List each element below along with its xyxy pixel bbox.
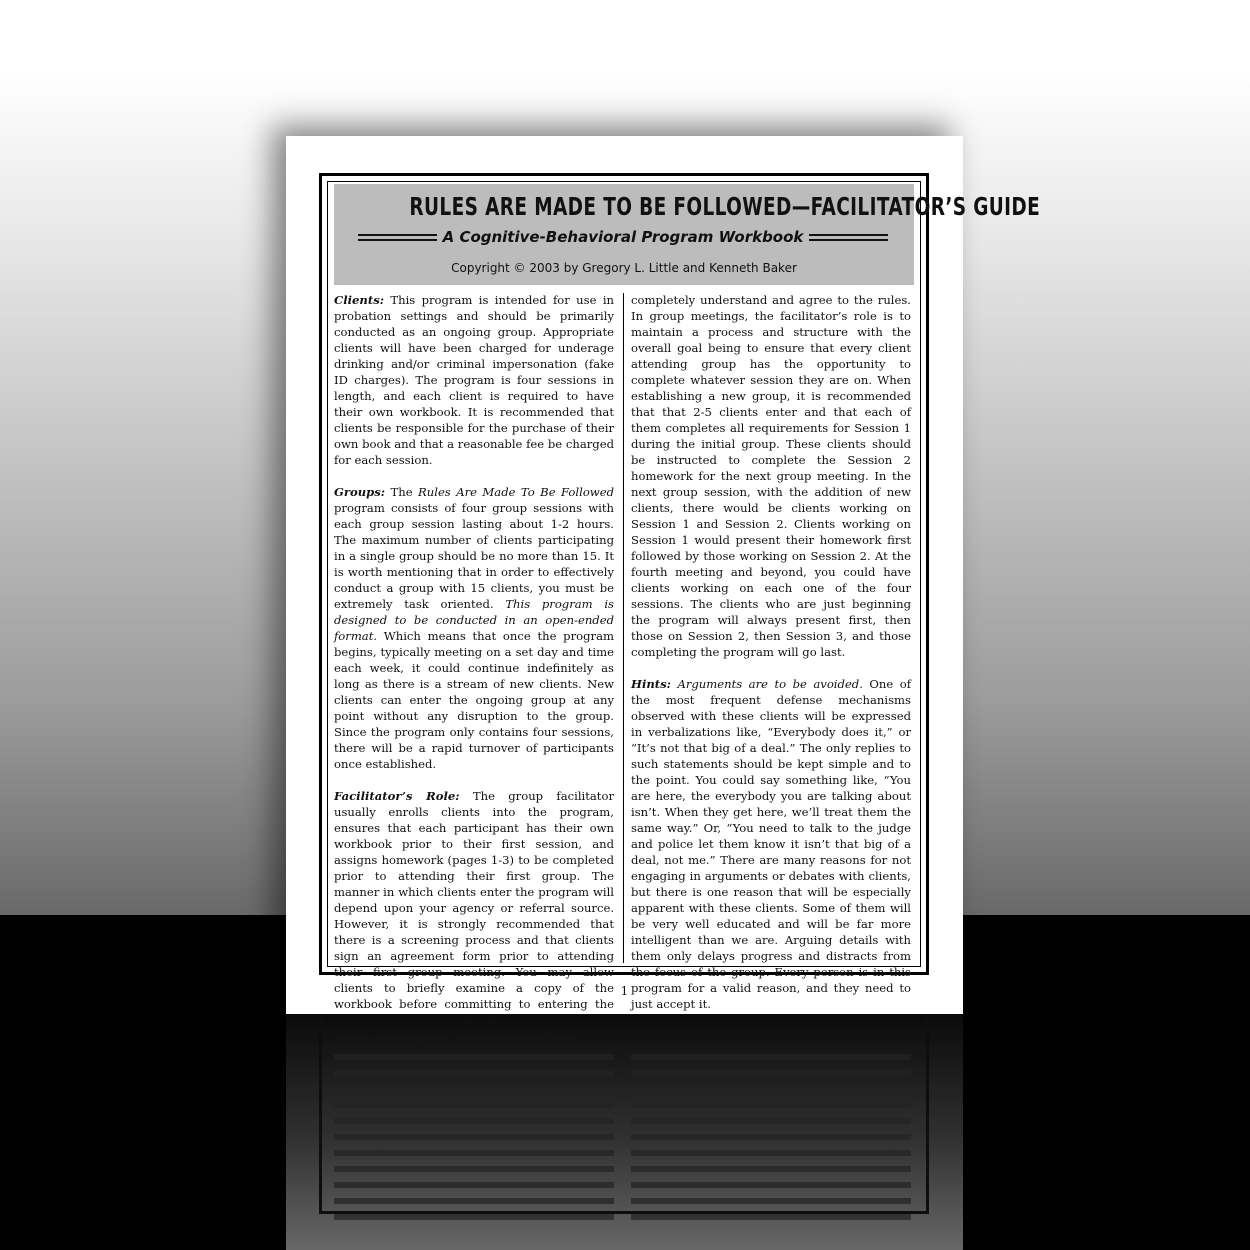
reflection-text-line	[334, 1182, 614, 1188]
reflection-text-line	[631, 1214, 911, 1220]
role-label: Facilitator’s Role:	[334, 789, 460, 803]
document-subtitle: A Cognitive-Behavioral Program Workbook	[442, 228, 804, 246]
reflection-text-line	[631, 1102, 911, 1108]
reflection-text-line	[334, 1054, 614, 1060]
role-text: The group facilitator usually enrolls clients into the program, ensures that each participant has their own workbook prior to their first session, and assigns homework (pages 1-3) to be completed prior to attending their first group. The manner in which clients enter the program will depend upon your agency or referral source. However, it is strongly recommended that there is a screening process and that clients sign an agreement form prior to attending their first group meeting. You may allow clients to briefly examine a copy of the workbook before committing to entering the	[334, 789, 614, 1011]
reflection-text-line	[334, 1102, 614, 1108]
subtitle-row	[358, 227, 888, 247]
title-banner	[334, 184, 1041, 285]
hints-paragraph	[631, 676, 911, 1012]
reflection-text-line	[631, 1182, 911, 1188]
reflection-text-line	[631, 1070, 911, 1076]
clients-paragraph	[334, 292, 614, 468]
decorative-rule-right	[809, 234, 888, 241]
decorative-rule-left	[358, 234, 437, 241]
reflection-text-line	[334, 1070, 614, 1076]
groups-text-b: program consists of four group sessions with each group session lasting about 1-2 hours. The maximum number of clients participating in a single group should be no more than 15. It is worth mentioning that in order to effectively conduct a group with 15 clients, you must be extremely task oriented.	[334, 501, 614, 611]
groups-text-a: The	[385, 485, 419, 499]
column-divider	[623, 293, 624, 963]
left-column	[334, 292, 614, 1060]
reflection-text-line	[334, 1166, 614, 1172]
reflection-text-line	[334, 1118, 614, 1124]
reflection-text-line	[631, 1086, 911, 1092]
hints-text: One of the most frequent defense mechanisms observed with these clients will be expressed in verbalizations like, “Everybody does it,” or “It’s not that big of a deal.” The only replies to such statements should be kept simple and to the point. You could say something like, “You are here, the everybody you are talking about isn’t. When they get here, we’ll treat them the same way.” Or, “You need to talk to the judge and police let them know it isn’t that big of a deal, not me.” There are many reasons for not engaging in arguments or debates with clients, but there is one reason that will be especially apparent with these clients. Some of them will be very well educated and will be far more intelligent than we are. Arguing details with them only delays progress and distracts from the focus of the group. Every person is in this program for a valid reason, and they need to just accept it.	[631, 677, 912, 1011]
reflection-text-line	[631, 1054, 911, 1060]
reflection-text-line	[631, 1118, 911, 1124]
reflection-text-line	[631, 1166, 911, 1172]
reflection-text-line	[334, 1198, 614, 1204]
reflection-text-line	[631, 1198, 911, 1204]
copyright-line: Copyright © 2003 by Gregory L. Little and Kenneth Baker	[451, 261, 797, 275]
groups-label: Groups:	[334, 485, 386, 499]
reflection-text-line	[334, 1086, 614, 1092]
clients-label: Clients:	[334, 293, 385, 307]
reflection-text-line	[334, 1150, 614, 1156]
clients-text: This program is intended for use in probation settings and should be primarily conducted as an ongoing group. Appropriate clients will have been charged for underage drinking and/or criminal impersonation (fake ID charges). The program is four sessions in length, and each client is required to have their own workbook. It is recommended that clients be responsible for the purchase of their own book and that a reasonable fee be charged for each session.	[334, 293, 614, 467]
page-reflection	[286, 1014, 963, 1250]
document-title: RULES ARE MADE TO BE FOLLOWED—FACILITATOR’S GUIDE	[409, 192, 1041, 221]
hints-label: Hints:	[631, 677, 671, 691]
reflection-content	[286, 1014, 963, 1250]
reflection-text-line	[631, 1150, 911, 1156]
document-page	[286, 136, 1041, 1014]
hints-italic: Arguments are to be avoided.	[670, 677, 863, 691]
page-number: 1	[620, 984, 629, 998]
reflection-text-line	[631, 1134, 911, 1140]
groups-text-c: Which means that once the program begins, typically meeting on a set day and time each week, it could continue indefinitely as long as there is a stream of new clients. New clients can enter the ongoing group at any point without any disruption to the group. Since the program only contains four sessions, there will be a rapid turnover of participants once established.	[334, 629, 614, 771]
role-paragraph	[334, 788, 614, 1044]
reflection-text-line	[334, 1214, 614, 1220]
right-column	[631, 292, 911, 1028]
groups-program-title: Rules Are Made To Be Followed	[418, 485, 614, 499]
reflection-text-line	[334, 1134, 614, 1140]
continued-paragraph: completely understand and agree to the rules. In group meetings, the facilitator’s role is to maintain a process and structure with the overall goal being to ensure that every client attending group has the opportunity to complete whatever session they are on. When establishing a new group, it is recommended that that 2-5 clients enter and that each of them completes all requirements for Session 1 during the initial group. These clients should be instructed to complete the Session 2 homework for the next group meeting. In the next group session, with the addition of new clients, there would be clients working on Session 1 and Session 2. Clients working on Session 1 would present their homework first followed by those working on Session 2. At the fourth meeting and beyond, you could have clients working on each one of the four sessions. The clients who are just beginning the program will always present first, then those on Session 2, then Session 3, and those completing the program will go last.	[631, 293, 911, 659]
groups-italic-note: This program is designed to be conducted in an open-ended format.	[334, 597, 614, 643]
groups-paragraph	[334, 484, 614, 772]
